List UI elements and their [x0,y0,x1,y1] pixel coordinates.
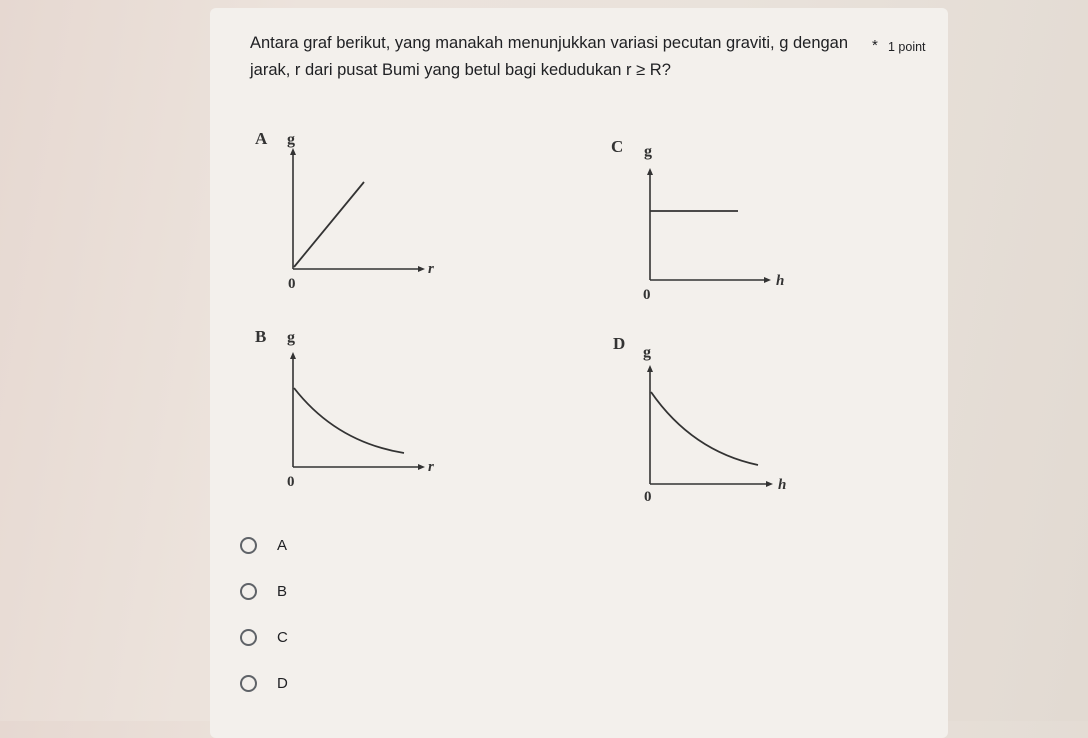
graph-c-x-label: h [776,273,785,289]
graph-a-svg [250,128,440,298]
graph-d-svg [608,333,808,503]
option-d-label: D [277,674,288,692]
option-b[interactable] [240,568,288,614]
graph-d-y-label: g [643,344,651,361]
option-a-radio[interactable] [240,537,257,554]
graph-a-letter: A [255,129,268,148]
option-b-label: B [277,582,288,600]
points-label: 1 point [888,40,926,54]
graph-a-y-label: g [287,131,295,148]
graph-c-svg [606,136,806,306]
graph-c-y-arrow [647,168,653,175]
option-b-radio[interactable] [240,583,257,600]
question-card [210,8,948,738]
option-d-radio[interactable] [240,675,257,692]
graph-b-svg [250,326,440,496]
option-a[interactable] [240,522,288,568]
option-c[interactable] [240,614,288,660]
graph-d-x-label: h [778,477,787,493]
graph-d-x-arrow [766,481,773,487]
graph-a [250,128,440,298]
answer-options [240,522,288,706]
graph-c-y-label: g [644,143,652,160]
graph-d-letter: D [613,334,626,353]
graph-b-x-label: r [428,459,434,475]
option-c-radio[interactable] [240,629,257,646]
graph-a-x-arrow [418,266,425,272]
option-a-label: A [277,536,288,554]
graph-a-y-arrow [290,148,296,155]
graph-b-letter: B [255,327,267,346]
graph-c-origin: 0 [643,287,651,303]
graph-d-y-arrow [647,365,653,372]
graph-b-curve [294,388,404,453]
required-asterisk: * [872,37,878,54]
graph-b-origin: 0 [287,474,295,490]
option-c-label: C [277,628,288,646]
graph-b-y-arrow [290,352,296,359]
graph-a-line [294,182,364,267]
graph-a-origin: 0 [288,276,296,292]
option-d[interactable] [240,660,288,706]
question-text: Antara graf berikut, yang manakah menunjukkan variasi pecutan graviti, g dengan jarak, r dari pusat Bumi yang betul bagi kedudukan r ≥ R? [250,34,849,79]
graph-a-x-label: r [428,261,434,277]
graph-d-curve [651,392,758,465]
graph-c-letter: C [611,137,624,156]
graph-b-x-arrow [418,464,425,470]
graph-d-origin: 0 [644,489,652,505]
graph-b-y-label: g [287,329,295,346]
graph-d [608,333,808,503]
graph-b [250,326,440,496]
graph-c [606,136,806,306]
graph-c-x-arrow [764,277,771,283]
